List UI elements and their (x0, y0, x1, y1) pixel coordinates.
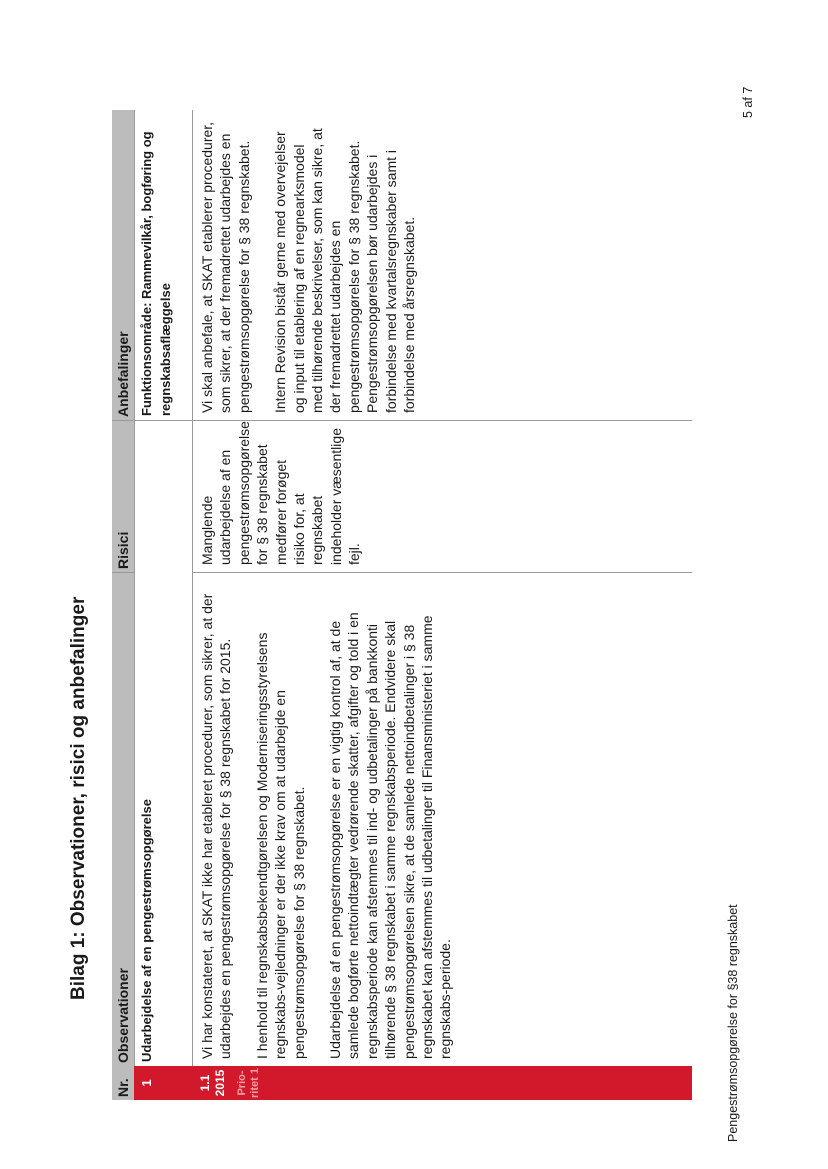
recommendations-cell (192, 110, 692, 421)
observation-paragraph: Vi har konstateret, at SKAT ikke har etableret procedurer, som sikrer, at der udarbejdes en pengestrømsopgørelse for § 38 regnskabet for 2015. (199, 593, 234, 1059)
function-area: Funktionsområde: Rammevilkår, bogføring og regnskabsaflæggelse (134, 110, 192, 421)
row-number-cell (192, 1066, 692, 1100)
footer-document-title: Pengestrømsopgørelse for §38 regnskabet (726, 904, 740, 1142)
observations-cell (192, 573, 692, 1066)
recommendation-paragraph: Intern Revision bistår gerne med overvejelser og input til etablering af en regnearksmodel med tilhørende beskrivelser, som kan sikre, at der fremadrettet udarbejdes en pengestrømsopgørelse for § 38 regnskabet. Pengestrømsopgørelsen bør udarbejdes i forbindelse med kvartalsregnskaber samt i forbindelse med årsregnskabet. (272, 128, 418, 413)
priority-label: Prio-ritet 1 (236, 1068, 261, 1098)
header-recommendations: Anbefalinger (112, 110, 134, 421)
row-number: 1.1 2015 (198, 1069, 227, 1097)
header-observations: Observationer (112, 573, 134, 1066)
section-title: Udarbejdelse af en pengestrømsopgørelse (139, 799, 154, 1062)
recommendation-paragraph: Vi skal anbefale, at SKAT etablerer procedurer, som sikrer, at der fremadrettet udarbejdes en pengestrømsopgørelse for § 38 regnskabet. (199, 121, 252, 413)
section-number: 1 (134, 1066, 192, 1100)
observation-paragraph: I henhold til regnskabsbekendtgørelsen og Moderniseringsstyrelsens regnskabs-vejledninger er der ikke krav om at udarbejde en pengestrømsopgørelse for § 38 regnskabet. (253, 632, 307, 1059)
header-nr: Nr. (112, 1066, 134, 1100)
risks-cell (192, 421, 692, 573)
observations-table (112, 110, 692, 1100)
risk-paragraph: Manglende udarbejdelse af en pengestrømsopgørelse for § 38 regnskabet medfører forøget risiko for, at regnskabet indeholder væsentlige fejl. (199, 421, 363, 565)
observation-paragraph: Udarbejdelse af en pengestrømsopgørelse er en vigtig kontrol af, at de samlede bogførte nettoindtægter vedrørende skatter, afgifter og told i en regnskabsperiode kan afstemmes til ind- og udbetalinger på bankkonti tilhørende § 38 regnskabet i samme regnskabsperiode. Endvidere skal pengestrømsopgørelsen sikre, at de samlede nettoindbetalinger i § 38 regnskabet kan afstemmes til udbetalinger til Finansministeriet i samme regnskabs-periode. (327, 612, 454, 1059)
header-risks: Risici (112, 421, 134, 573)
page-number: 5 af 7 (741, 86, 755, 118)
page-title: Bilag 1: Observationer, risici og anbefalinger (68, 596, 89, 1000)
